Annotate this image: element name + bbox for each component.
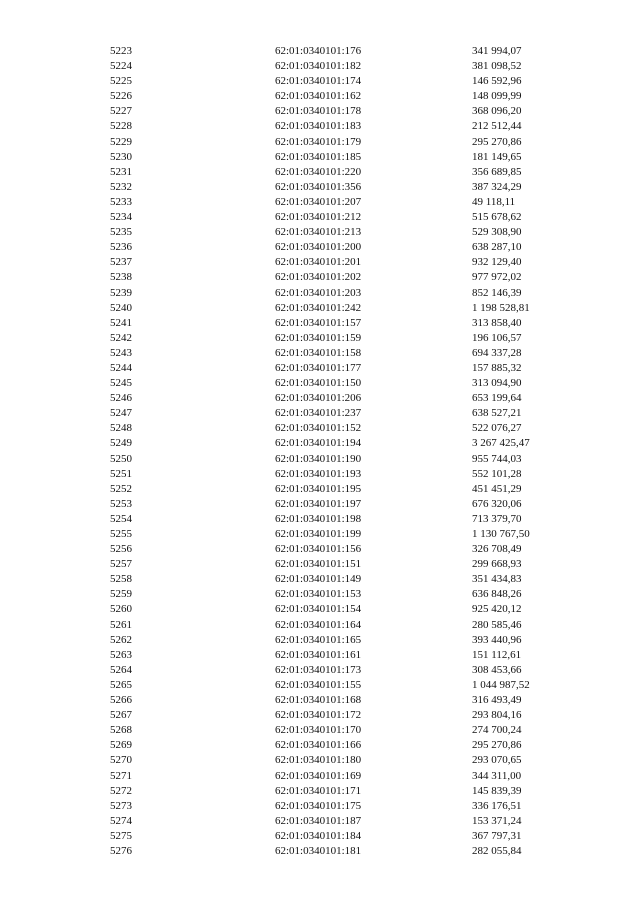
row-number: 5267 bbox=[110, 709, 132, 722]
row-number: 5231 bbox=[110, 165, 132, 178]
cadastral-number: 62:01:0340101:202 bbox=[275, 271, 362, 284]
cadastral-number: 62:01:0340101:150 bbox=[275, 377, 362, 390]
row-number: 5236 bbox=[110, 241, 132, 254]
row-number: 5247 bbox=[110, 407, 132, 420]
table-row bbox=[0, 452, 640, 467]
table-row bbox=[0, 542, 640, 557]
row-number: 5233 bbox=[110, 195, 132, 208]
cadastral-number: 62:01:0340101:237 bbox=[275, 407, 362, 420]
row-number: 5242 bbox=[110, 331, 132, 344]
cadastral-value: 293 804,16 bbox=[472, 709, 522, 722]
cadastral-value: 955 744,03 bbox=[472, 452, 522, 465]
cadastral-number: 62:01:0340101:176 bbox=[275, 45, 362, 57]
row-number: 5225 bbox=[110, 75, 132, 88]
cadastral-number: 62:01:0340101:162 bbox=[275, 90, 362, 103]
cadastral-value: 49 118,11 bbox=[472, 195, 516, 208]
cadastral-number: 62:01:0340101:165 bbox=[275, 633, 362, 646]
cadastral-number: 62:01:0340101:212 bbox=[275, 211, 362, 224]
cadastral-number: 62:01:0340101:157 bbox=[275, 316, 362, 329]
row-number: 5251 bbox=[110, 467, 132, 480]
cadastral-value: 356 689,85 bbox=[472, 165, 522, 178]
cadastral-value: 638 527,21 bbox=[472, 407, 522, 420]
table-row bbox=[0, 602, 640, 617]
row-number: 5224 bbox=[110, 60, 132, 73]
row-number: 5230 bbox=[110, 150, 132, 163]
cadastral-value: 282 055,84 bbox=[472, 844, 522, 857]
cadastral-value: 146 592,96 bbox=[472, 75, 522, 88]
row-number: 5246 bbox=[110, 392, 132, 405]
cadastral-number: 62:01:0340101:207 bbox=[275, 195, 362, 208]
table-row bbox=[0, 361, 640, 376]
cadastral-number: 62:01:0340101:194 bbox=[275, 437, 362, 450]
table-row bbox=[0, 74, 640, 89]
cadastral-number: 62:01:0340101:174 bbox=[275, 75, 362, 88]
cadastral-number: 62:01:0340101:175 bbox=[275, 799, 362, 812]
cadastral-value: 295 270,86 bbox=[472, 135, 522, 148]
table-row bbox=[0, 165, 640, 180]
table-row bbox=[0, 512, 640, 527]
table-row bbox=[0, 829, 640, 844]
cadastral-number: 62:01:0340101:169 bbox=[275, 769, 362, 782]
table-row bbox=[0, 225, 640, 240]
row-number: 5244 bbox=[110, 361, 132, 374]
row-number: 5253 bbox=[110, 497, 132, 510]
cadastral-value: 274 700,24 bbox=[472, 724, 522, 737]
row-number: 5252 bbox=[110, 482, 132, 495]
cadastral-number: 62:01:0340101:151 bbox=[275, 558, 362, 571]
cadastral-number: 62:01:0340101:200 bbox=[275, 241, 362, 254]
cadastral-value: 387 324,29 bbox=[472, 180, 522, 193]
cadastral-value: 295 270,86 bbox=[472, 739, 522, 752]
cadastral-value: 148 099,99 bbox=[472, 90, 522, 103]
cadastral-value: 145 839,39 bbox=[472, 784, 522, 797]
cadastral-number: 62:01:0340101:153 bbox=[275, 588, 362, 601]
row-number: 5272 bbox=[110, 784, 132, 797]
table-row bbox=[0, 497, 640, 512]
cadastral-value: 299 668,93 bbox=[472, 558, 522, 571]
cadastral-number: 62:01:0340101:149 bbox=[275, 573, 362, 586]
row-number: 5250 bbox=[110, 452, 132, 465]
table-row bbox=[0, 44, 640, 59]
cadastral-value: 313 858,40 bbox=[472, 316, 522, 329]
cadastral-number: 62:01:0340101:184 bbox=[275, 829, 362, 842]
table-row bbox=[0, 618, 640, 633]
row-number: 5240 bbox=[110, 301, 132, 314]
cadastral-number: 62:01:0340101:190 bbox=[275, 452, 362, 465]
row-number: 5249 bbox=[110, 437, 132, 450]
table-row bbox=[0, 301, 640, 316]
cadastral-value: 522 076,27 bbox=[472, 422, 522, 435]
cadastral-number: 62:01:0340101:193 bbox=[275, 467, 362, 480]
table-row bbox=[0, 467, 640, 482]
cadastral-number: 62:01:0340101:168 bbox=[275, 694, 362, 707]
cadastral-value: 552 101,28 bbox=[472, 467, 522, 480]
row-number: 5245 bbox=[110, 377, 132, 390]
cadastral-value: 326 708,49 bbox=[472, 543, 522, 556]
cadastral-number: 62:01:0340101:156 bbox=[275, 543, 362, 556]
cadastral-number: 62:01:0340101:201 bbox=[275, 256, 362, 269]
cadastral-value: 341 994,07 bbox=[472, 45, 522, 57]
cadastral-value: 151 112,61 bbox=[472, 648, 522, 661]
cadastral-value: 157 885,32 bbox=[472, 361, 522, 374]
row-number: 5255 bbox=[110, 528, 132, 540]
cadastral-value: 925 420,12 bbox=[472, 603, 522, 616]
cadastral-value: 515 678,62 bbox=[472, 211, 522, 224]
row-number: 5257 bbox=[110, 558, 132, 571]
row-number: 5276 bbox=[110, 844, 132, 857]
table-row bbox=[0, 150, 640, 165]
row-number: 5229 bbox=[110, 135, 132, 148]
cadastral-number: 62:01:0340101:206 bbox=[275, 392, 362, 405]
table-row bbox=[0, 678, 640, 693]
row-number: 5270 bbox=[110, 754, 132, 767]
cadastral-number: 62:01:0340101:155 bbox=[275, 678, 362, 691]
cadastral-number: 62:01:0340101:170 bbox=[275, 724, 362, 737]
cadastral-value: 181 149,65 bbox=[472, 150, 522, 163]
row-number: 5261 bbox=[110, 618, 132, 631]
cadastral-number: 62:01:0340101:166 bbox=[275, 739, 362, 752]
table-row bbox=[0, 391, 640, 406]
cadastral-number: 62:01:0340101:198 bbox=[275, 512, 362, 525]
table-row bbox=[0, 376, 640, 391]
cadastral-value: 367 797,31 bbox=[472, 829, 522, 842]
table-row bbox=[0, 844, 640, 859]
row-number: 5243 bbox=[110, 346, 132, 359]
table-row bbox=[0, 587, 640, 602]
cadastral-number: 62:01:0340101:220 bbox=[275, 165, 362, 178]
cadastral-number: 62:01:0340101:197 bbox=[275, 497, 362, 510]
row-number: 5226 bbox=[110, 90, 132, 103]
cadastral-value: 638 287,10 bbox=[472, 241, 522, 254]
cadastral-number: 62:01:0340101:179 bbox=[275, 135, 362, 148]
row-number: 5263 bbox=[110, 648, 132, 661]
row-number: 5254 bbox=[110, 512, 132, 525]
cadastral-value: 852 146,39 bbox=[472, 286, 522, 299]
row-number: 5235 bbox=[110, 226, 132, 239]
cadastral-number: 62:01:0340101:195 bbox=[275, 482, 362, 495]
cadastral-number: 62:01:0340101:356 bbox=[275, 180, 362, 193]
cadastral-value: 344 311,00 bbox=[472, 769, 522, 782]
table-row bbox=[0, 769, 640, 784]
cadastral-value: 1 130 767,50 bbox=[472, 528, 530, 540]
table-row bbox=[0, 180, 640, 195]
table-row bbox=[0, 59, 640, 74]
cadastral-number: 62:01:0340101:173 bbox=[275, 663, 362, 676]
table-row bbox=[0, 195, 640, 210]
cadastral-value: 653 199,64 bbox=[472, 392, 522, 405]
row-number: 5241 bbox=[110, 316, 132, 329]
table-row bbox=[0, 753, 640, 768]
cadastral-number: 62:01:0340101:213 bbox=[275, 226, 362, 239]
cadastral-number: 62:01:0340101:164 bbox=[275, 618, 362, 631]
row-number: 5228 bbox=[110, 120, 132, 133]
cadastral-number: 62:01:0340101:159 bbox=[275, 331, 362, 344]
cadastral-value: 212 512,44 bbox=[472, 120, 522, 133]
cadastral-number: 62:01:0340101:185 bbox=[275, 150, 362, 163]
row-number: 5260 bbox=[110, 603, 132, 616]
table-row bbox=[0, 331, 640, 346]
row-number: 5268 bbox=[110, 724, 132, 737]
row-number: 5264 bbox=[110, 663, 132, 676]
cadastral-value: 713 379,70 bbox=[472, 512, 522, 525]
table-row bbox=[0, 316, 640, 331]
cadastral-number: 62:01:0340101:187 bbox=[275, 814, 362, 827]
table-row bbox=[0, 648, 640, 663]
cadastral-number: 62:01:0340101:158 bbox=[275, 346, 362, 359]
table-row bbox=[0, 436, 640, 451]
table-row bbox=[0, 663, 640, 678]
cadastral-number: 62:01:0340101:152 bbox=[275, 422, 362, 435]
table-row bbox=[0, 89, 640, 104]
row-number: 5258 bbox=[110, 573, 132, 586]
table-row bbox=[0, 572, 640, 587]
row-number: 5232 bbox=[110, 180, 132, 193]
cadastral-value: 1 198 528,81 bbox=[472, 301, 530, 314]
row-number: 5256 bbox=[110, 543, 132, 556]
cadastral-value: 336 176,51 bbox=[472, 799, 522, 812]
row-number: 5248 bbox=[110, 422, 132, 435]
row-number: 5238 bbox=[110, 271, 132, 284]
cadastral-value: 381 098,52 bbox=[472, 60, 522, 73]
table-row bbox=[0, 527, 640, 542]
row-number: 5265 bbox=[110, 678, 132, 691]
cadastral-value: 1 044 987,52 bbox=[472, 678, 530, 691]
row-number: 5223 bbox=[110, 45, 132, 57]
row-number: 5259 bbox=[110, 588, 132, 601]
row-number: 5237 bbox=[110, 256, 132, 269]
cadastral-number: 62:01:0340101:182 bbox=[275, 60, 362, 73]
cadastral-number: 62:01:0340101:171 bbox=[275, 784, 362, 797]
table-row bbox=[0, 723, 640, 738]
table-row bbox=[0, 784, 640, 799]
cadastral-value: 636 848,26 bbox=[472, 588, 522, 601]
table-row bbox=[0, 406, 640, 421]
cadastral-number: 62:01:0340101:242 bbox=[275, 301, 362, 314]
table-row bbox=[0, 799, 640, 814]
row-number: 5239 bbox=[110, 286, 132, 299]
cadastral-value: 932 129,40 bbox=[472, 256, 522, 269]
cadastral-value: 977 972,02 bbox=[472, 271, 522, 284]
cadastral-number: 62:01:0340101:199 bbox=[275, 528, 362, 540]
row-number: 5269 bbox=[110, 739, 132, 752]
table-row bbox=[0, 482, 640, 497]
table-row bbox=[0, 346, 640, 361]
cadastral-value: 393 440,96 bbox=[472, 633, 522, 646]
table-row bbox=[0, 240, 640, 255]
cadastral-number: 62:01:0340101:178 bbox=[275, 105, 362, 118]
cadastral-value: 280 585,46 bbox=[472, 618, 522, 631]
row-number: 5275 bbox=[110, 829, 132, 842]
cadastral-value: 451 451,29 bbox=[472, 482, 522, 495]
cadastral-number: 62:01:0340101:172 bbox=[275, 709, 362, 722]
table-row bbox=[0, 210, 640, 225]
cadastral-value: 316 493,49 bbox=[472, 694, 522, 707]
table-row bbox=[0, 104, 640, 119]
cadastral-value: 293 070,65 bbox=[472, 754, 522, 767]
cadastral-number: 62:01:0340101:181 bbox=[275, 844, 362, 857]
table-row bbox=[0, 708, 640, 723]
cadastral-number: 62:01:0340101:161 bbox=[275, 648, 362, 661]
cadastral-value: 308 453,66 bbox=[472, 663, 522, 676]
cadastral-value: 694 337,28 bbox=[472, 346, 522, 359]
table-row bbox=[0, 421, 640, 436]
cadastral-value: 313 094,90 bbox=[472, 377, 522, 390]
table-row bbox=[0, 135, 640, 150]
table-row bbox=[0, 119, 640, 134]
row-number: 5266 bbox=[110, 694, 132, 707]
cadastral-number: 62:01:0340101:180 bbox=[275, 754, 362, 767]
cadastral-value: 529 308,90 bbox=[472, 226, 522, 239]
cadastral-value: 3 267 425,47 bbox=[472, 437, 530, 450]
cadastral-value: 351 434,83 bbox=[472, 573, 522, 586]
table-row bbox=[0, 270, 640, 285]
row-number: 5273 bbox=[110, 799, 132, 812]
row-number: 5274 bbox=[110, 814, 132, 827]
cadastral-number: 62:01:0340101:177 bbox=[275, 361, 362, 374]
table-row bbox=[0, 286, 640, 301]
row-number: 5262 bbox=[110, 633, 132, 646]
row-number: 5271 bbox=[110, 769, 132, 782]
cadastral-number: 62:01:0340101:203 bbox=[275, 286, 362, 299]
row-number: 5227 bbox=[110, 105, 132, 118]
table-row bbox=[0, 693, 640, 708]
row-number: 5234 bbox=[110, 211, 132, 224]
cadastral-number: 62:01:0340101:154 bbox=[275, 603, 362, 616]
table-row bbox=[0, 255, 640, 270]
table-row bbox=[0, 738, 640, 753]
cadastral-value: 196 106,57 bbox=[472, 331, 522, 344]
table-row bbox=[0, 814, 640, 829]
cadastral-value: 153 371,24 bbox=[472, 814, 522, 827]
document-table bbox=[0, 44, 640, 859]
table-row bbox=[0, 633, 640, 648]
table-row bbox=[0, 557, 640, 572]
cadastral-number: 62:01:0340101:183 bbox=[275, 120, 362, 133]
cadastral-value: 368 096,20 bbox=[472, 105, 522, 118]
cadastral-value: 676 320,06 bbox=[472, 497, 522, 510]
